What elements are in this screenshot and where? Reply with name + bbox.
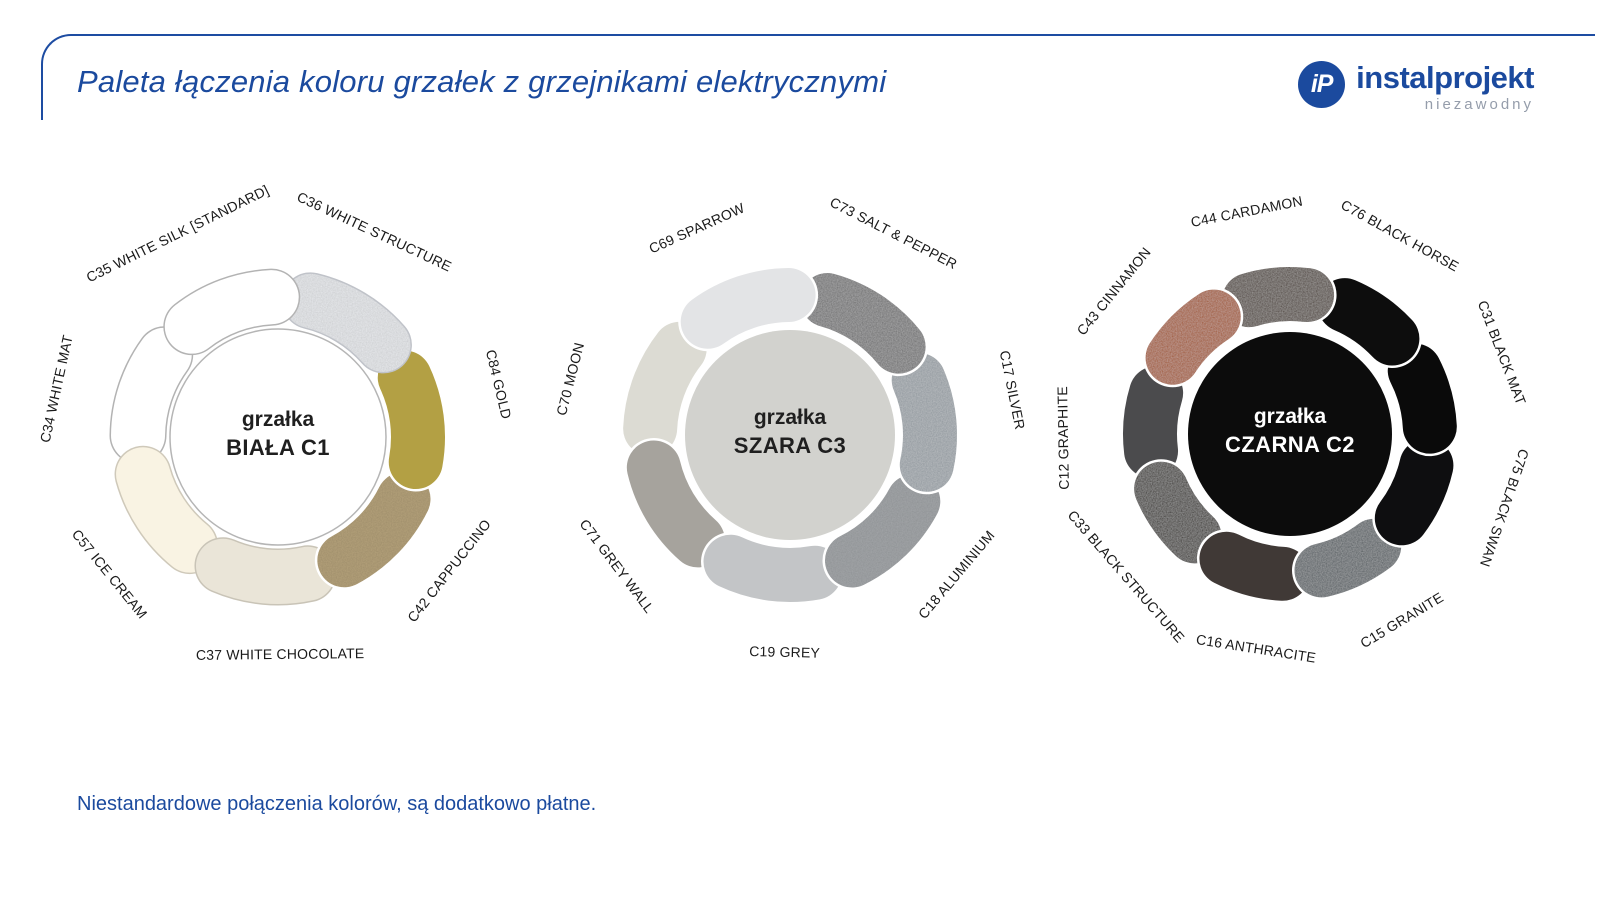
segment-label-c73-salt-pepper: C73 SALT & PEPPER	[827, 193, 960, 273]
segment-label-c34-white-mat: C34 WHITE MAT	[36, 333, 76, 445]
segment-label-c31-black-mat: C31 BLACK MAT	[1474, 298, 1530, 408]
logo-monogram: iP	[1310, 70, 1333, 98]
segment-swatch-c84-gold	[405, 378, 418, 462]
logo-tagline: niezawodny	[1424, 96, 1534, 114]
segment-label-c18-aluminium: C18 ALUMINIUM	[914, 527, 998, 622]
segment-label-c15-granite: C15 GRANITE	[1357, 588, 1447, 652]
segment-label-c76-black-horse: C76 BLACK HORSE	[1338, 196, 1462, 275]
segment-label-c42-cappuccino: C42 CAPPUCCINO	[403, 516, 494, 626]
segment-swatch-c19-grey	[731, 562, 815, 575]
center-label-line2-grzalka-czarna-c2: CZARNA C2	[1225, 432, 1355, 457]
segment-swatch-c43-cinnamon	[1173, 317, 1214, 358]
segment-swatch-c37-white-chocolate	[223, 566, 308, 577]
segment-swatch-c31-black-mat	[1415, 370, 1430, 426]
segment-swatch-c76-black-horse	[1345, 305, 1393, 338]
center-label-line1-grzalka-czarna-c2: grzałka	[1253, 405, 1327, 428]
segment-swatch-c71-grey-wall	[654, 468, 698, 541]
logo-name: instalprojekt	[1356, 60, 1534, 95]
segment-label-c36-white-structure: C36 WHITE STRUCTURE	[294, 188, 455, 275]
segment-label-c19-grey: C19 GREY	[749, 643, 821, 661]
segment-label-c12-graphite: C12 GRAPHITE	[1054, 386, 1072, 490]
segment-swatch-c12-graphite	[1150, 393, 1156, 451]
footnote: Niestandardowe połączenia kolorów, są dodatkowo płatne.	[77, 793, 597, 815]
ring-grzalka-czarna-c2	[1054, 192, 1532, 665]
segment-swatch-c35-white-silk-standard	[192, 297, 272, 327]
ring-grzalka-biala-c1	[37, 182, 515, 663]
segment-swatch-c16-anthracite	[1226, 559, 1282, 574]
segment-label-c57-ice-cream: C57 ICE CREAM	[68, 526, 151, 622]
segment-swatch-c70-moon	[650, 349, 680, 429]
segment-label-c84-gold: C84 GOLD	[482, 347, 515, 421]
ring-grzalka-szara-c3	[553, 194, 1028, 661]
segment-label-c71-grey-wall: C71 GREY WALL	[576, 516, 658, 616]
segment-swatch-c75-black-swan	[1402, 465, 1427, 518]
segment-label-c16-anthracite: C16 ANTHRACITE	[1195, 630, 1318, 666]
segment-label-c44-cardamon: C44 CARDAMON	[1189, 192, 1304, 230]
segment-swatch-c44-cardamon	[1249, 294, 1307, 300]
segment-swatch-c33-black-structure	[1161, 489, 1194, 537]
segment-label-c33-black-structure: C33 BLACK STRUCTURE	[1064, 507, 1188, 646]
segment-swatch-c34-white-mat	[138, 355, 165, 436]
segment-label-c70-moon: C70 MOON	[553, 340, 588, 418]
segment-label-c37-white-chocolate: C37 WHITE CHOCOLATE	[195, 645, 365, 663]
page-title: Paleta łączenia koloru grzałek z grzejnikami elektrycznymi	[77, 64, 887, 99]
center-label-line2-grzalka-szara-c3: SZARA C3	[733, 433, 847, 458]
segment-label-c75-black-swan: C75 BLACK SWAN	[1476, 446, 1533, 569]
center-label-line1-grzalka-biala-c1: grzałka	[241, 408, 315, 431]
segment-swatch-c69-sparrow	[708, 295, 789, 322]
segment-swatch-c73-salt-pepper	[827, 300, 898, 347]
center-label-line2-grzalka-biala-c1: BIAŁA C1	[226, 435, 330, 460]
segment-swatch-c17-silver	[919, 380, 930, 465]
segment-label-c17-silver: C17 SILVER	[996, 349, 1029, 431]
segment-label-c43-cinnamon: C43 CINNAMON	[1073, 244, 1154, 339]
center-label-line1-grzalka-szara-c3: grzałka	[753, 406, 827, 429]
segment-swatch-c15-granite	[1321, 546, 1374, 571]
segment-label-c69-sparrow: C69 SPARROW	[646, 199, 747, 257]
segment-label-c35-white-silk-standard: C35 WHITE SILK [STANDARD]	[83, 181, 272, 286]
